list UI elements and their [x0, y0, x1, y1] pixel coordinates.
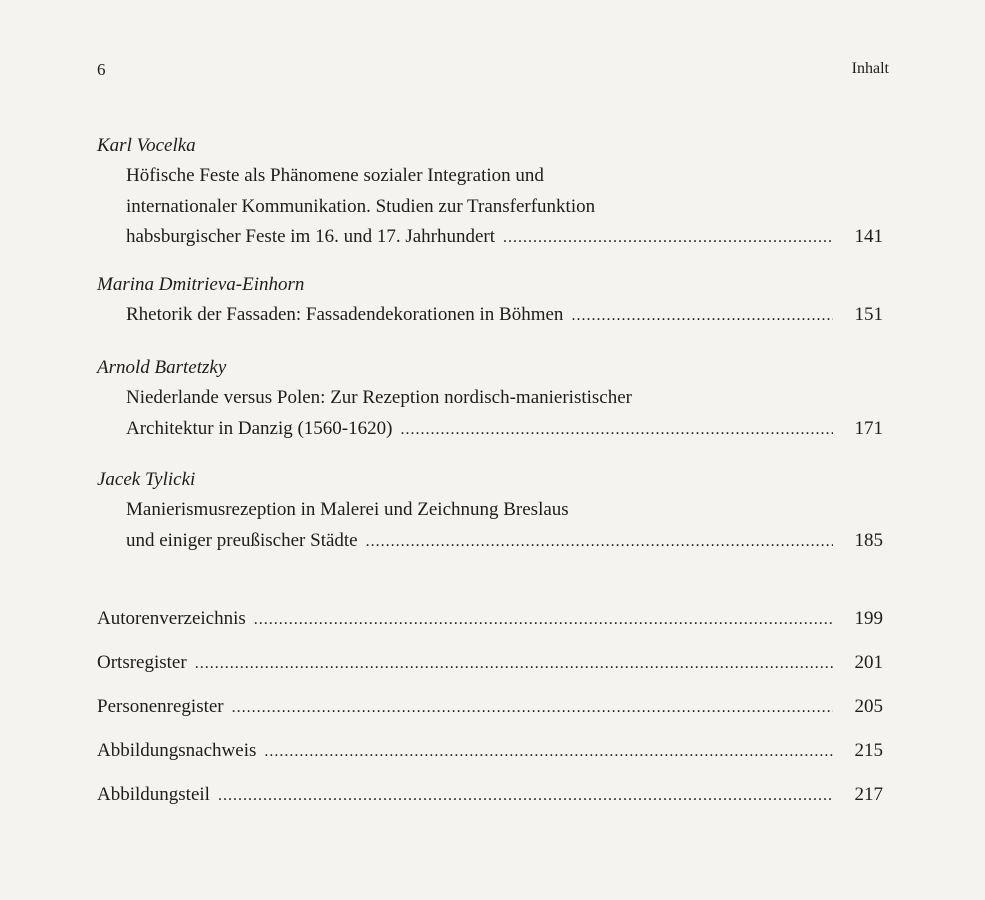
toc-page-number: 141	[854, 226, 883, 247]
toc-entry	[97, 131, 883, 253]
dot-leader	[195, 649, 833, 679]
dot-leader	[218, 781, 833, 811]
toc-title-line: internationaler Kommunikation. Studien zur Transferfunktion	[126, 195, 596, 217]
toc-entry	[97, 353, 883, 445]
toc-back-matter-label: Autorenverzeichnis	[97, 608, 246, 629]
toc-title-line: Niederlande versus Polen: Zur Rezeption nordisch-manieristischer	[126, 387, 632, 408]
toc-back-matter-row[interactable]	[97, 780, 883, 811]
toc-author: Jacek Tylicki	[97, 469, 196, 490]
toc-entry	[97, 465, 883, 557]
toc-title-line: Höfische Feste als Phänomene sozialer Integration und	[126, 165, 544, 186]
toc-back-matter-label: Ortsregister	[97, 652, 187, 673]
toc-title-line: und einiger preußischer Städte	[126, 529, 358, 551]
toc-page-number: 171	[854, 417, 883, 439]
toc-page-number: 185	[854, 529, 883, 551]
toc-page-number: 205	[854, 696, 883, 717]
toc-page-number: 215	[854, 740, 883, 761]
toc-page-number: 151	[854, 304, 883, 325]
toc-title-line: Manierismusrezeption in Malerei und Zeichnung Breslaus	[126, 499, 569, 520]
toc-page-number: 201	[854, 652, 883, 673]
toc-title-row[interactable]	[97, 222, 883, 253]
dot-leader	[571, 301, 833, 331]
dot-leader	[232, 693, 833, 723]
toc-back-matter-label: Abbildungsnachweis	[97, 740, 257, 761]
toc-title-row[interactable]	[97, 300, 883, 331]
toc-title-row[interactable]	[97, 526, 883, 557]
toc-title-line: Architektur in Danzig (1560-1620)	[126, 417, 393, 439]
toc-entry	[97, 270, 883, 331]
dot-leader	[254, 605, 833, 635]
toc-back-matter-row[interactable]	[97, 604, 883, 635]
toc-back-matter-label: Personenregister	[97, 696, 224, 717]
toc-back-matter-row[interactable]	[97, 648, 883, 679]
toc-author: Karl Vocelka	[97, 135, 196, 156]
page-number: 6	[97, 60, 106, 79]
toc-title-line: habsburgischer Feste im 16. und 17. Jahrhundert	[126, 226, 496, 247]
toc-page-number: 217	[854, 784, 883, 805]
dot-leader	[366, 527, 833, 557]
toc-page-number: 199	[854, 608, 883, 629]
running-head: Inhalt	[851, 60, 889, 77]
toc-title-line: Rhetorik der Fassaden: Fassadendekorationen in Böhmen	[126, 304, 564, 325]
dot-leader	[264, 737, 833, 767]
dot-leader	[400, 415, 833, 445]
toc-back-matter-label: Abbildungsteil	[97, 784, 210, 805]
toc-author: Arnold Bartetzky	[97, 357, 227, 378]
toc-back-matter-row[interactable]	[97, 736, 883, 767]
toc-back-matter-row[interactable]	[97, 692, 883, 723]
toc-title-row[interactable]	[97, 414, 883, 445]
toc-author: Marina Dmitrieva-Einhorn	[97, 274, 305, 295]
dot-leader	[503, 223, 833, 253]
